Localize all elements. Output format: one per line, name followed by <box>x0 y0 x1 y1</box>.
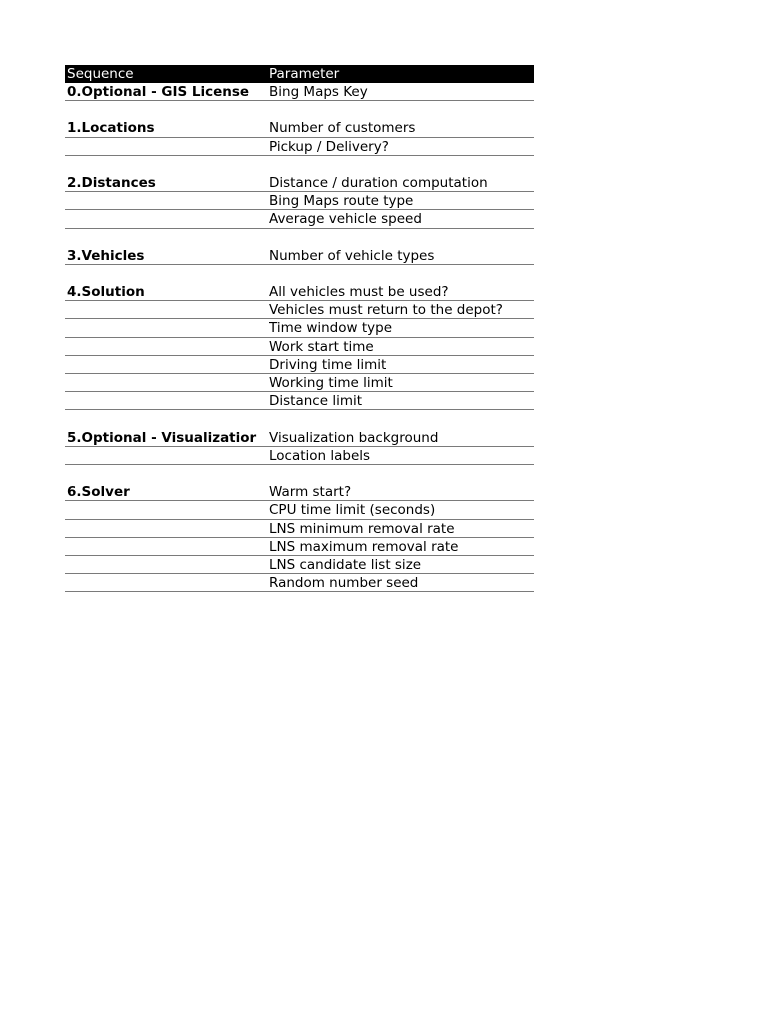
table-row <box>65 338 534 356</box>
table-header-row <box>65 65 534 83</box>
table-row <box>65 374 534 392</box>
parameter-cell: Distance / duration computation <box>269 174 488 191</box>
parameter-cell: Work start time <box>269 338 374 355</box>
table-row <box>65 429 534 447</box>
parameter-cell: Visualization background <box>269 429 439 446</box>
parameter-cell: Distance limit <box>269 393 363 410</box>
column-header-sequence: Sequence <box>67 66 134 82</box>
table-row <box>65 138 534 156</box>
parameter-cell: Time window type <box>269 320 392 337</box>
table-row <box>65 83 534 101</box>
table-row <box>65 410 534 428</box>
parameter-cell: Bing Maps route type <box>269 193 414 210</box>
sequence-cell: 6.Solver <box>67 484 130 501</box>
sequence-cell: 2.Distances <box>67 174 156 191</box>
table-row <box>65 283 534 301</box>
sequence-cell: 4.Solution <box>67 284 145 301</box>
parameter-cell: Working time limit <box>269 375 393 391</box>
sequence-cell: 5.Optional - Visualizatior <box>67 429 257 446</box>
table-row <box>65 210 534 228</box>
parameter-cell: Location labels <box>269 447 371 464</box>
parameter-cell: Vehicles must return to the depot? <box>269 302 503 319</box>
parameter-cell: All vehicles must be used? <box>269 284 449 301</box>
parameter-table <box>65 65 534 592</box>
table-row <box>65 392 534 410</box>
table-row <box>65 265 534 283</box>
table-row <box>65 301 534 319</box>
table-row <box>65 356 534 374</box>
table-row <box>65 192 534 210</box>
table-row <box>65 319 534 337</box>
table-row <box>65 556 534 574</box>
table-row <box>65 501 534 519</box>
parameter-cell: LNS candidate list size <box>269 556 422 573</box>
table-row <box>65 247 534 265</box>
table-row <box>65 538 534 556</box>
parameter-cell: Number of customers <box>269 120 416 137</box>
column-header-parameter: Parameter <box>269 66 340 82</box>
parameter-cell: LNS maximum removal rate <box>269 538 459 555</box>
table-row <box>65 101 534 119</box>
parameter-cell: Warm start? <box>269 484 352 501</box>
parameter-cell: Random number seed <box>269 575 419 592</box>
parameter-cell: LNS minimum removal rate <box>269 520 455 537</box>
sequence-cell: 1.Locations <box>67 120 155 137</box>
table-row <box>65 483 534 501</box>
parameter-cell: Driving time limit <box>269 356 387 373</box>
sequence-cell: 3.Vehicles <box>67 247 145 264</box>
table-row <box>65 520 534 538</box>
table-row <box>65 174 534 192</box>
table-body <box>65 83 534 592</box>
parameter-cell: Average vehicle speed <box>269 211 422 228</box>
parameter-cell: Number of vehicle types <box>269 247 435 264</box>
parameter-cell: Bing Maps Key <box>269 84 368 100</box>
table-row <box>65 574 534 592</box>
table-row <box>65 465 534 483</box>
table-row <box>65 156 534 174</box>
sequence-cell: 0.Optional - GIS License <box>67 84 250 100</box>
parameter-cell: Pickup / Delivery? <box>269 138 389 155</box>
parameter-cell: CPU time limit (seconds) <box>269 502 436 519</box>
table-row <box>65 119 534 137</box>
table-row <box>65 447 534 465</box>
table-row <box>65 229 534 247</box>
